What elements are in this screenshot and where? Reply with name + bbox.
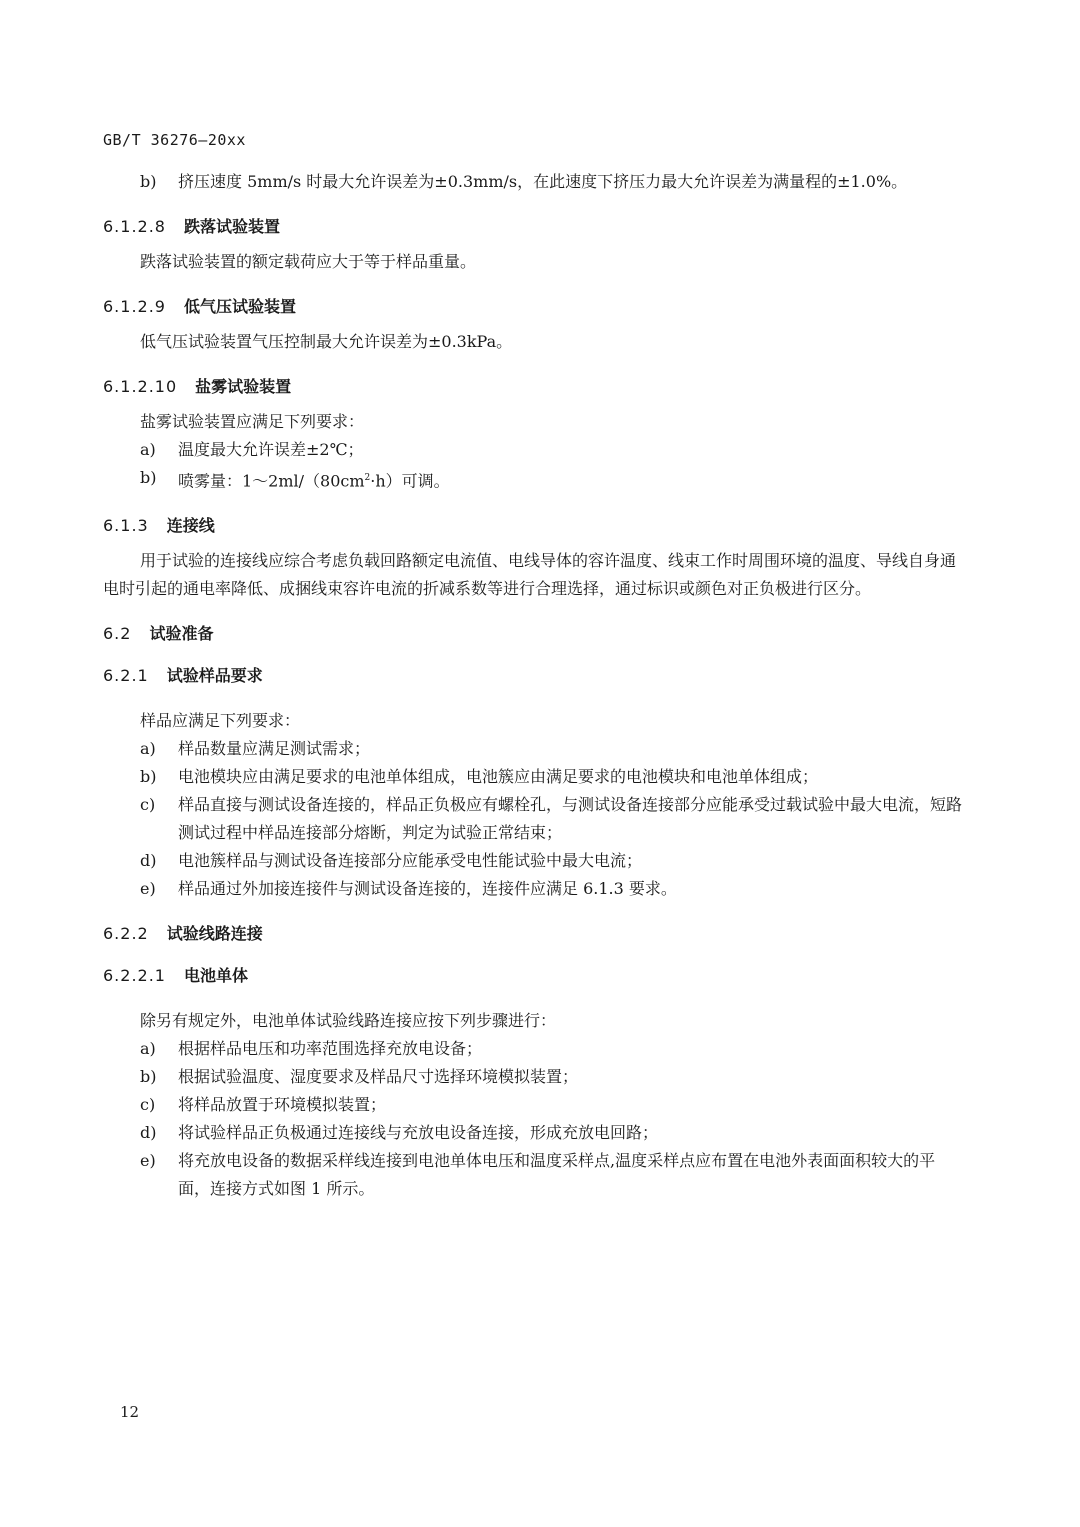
section-number: 6.1.3 [103,516,149,536]
section-heading-6-2 [103,613,963,655]
section-number: 6.2 [103,624,132,644]
section-title: 低气压试验装置 [183,297,296,316]
list-text: 根据样品电压和功率范围选择充放电设备； [178,1039,483,1059]
section-heading-6-1-3 [103,505,963,547]
section-heading-6-1-2-8 [103,206,963,248]
list-marker: b) [140,172,157,191]
list-item [103,791,963,847]
list-item [103,436,963,464]
list-marker: e) [140,879,156,899]
page-content [103,168,963,1203]
list-marker: b) [140,767,157,787]
list-text: 将充放电设备的数据采样线连接到电池单体电压和温度采样点,温度采样点应布置在电池外表面面积较大的平面，连接方式如图 1 所示。 [178,1151,936,1199]
list-text: 将试验样品正负极通过连接线与充放电设备连接，形成充放电回路； [178,1123,659,1143]
section-title: 试验线路连接 [166,924,263,944]
list-item [103,1091,963,1119]
list-marker: a) [140,440,156,459]
section-number: 6.2.1 [103,666,149,686]
section-number: 6.2.2.1 [103,966,166,986]
list-item [103,1119,963,1147]
section-heading-6-2-2-1 [103,955,963,997]
list-item [103,735,963,763]
list-text: 样品直接与测试设备连接的，样品正负极应有螺栓孔，与测试设备连接部分应能承受过载试验中最大电流，短路测试过程中样品连接部分熔断，判定为试验正常结束； [178,795,963,843]
section-heading-6-1-2-10 [103,366,963,408]
paragraph: 除另有规定外，电池单体试验线路连接应按下列步骤进行： [140,1011,557,1031]
list-text: 挤压速度 5mm/s 时最大允许误差为±0.3mm/s，在此速度下挤压力最大允许误差为满量程的±1.0%。 [178,172,908,191]
section-heading-6-1-2-9 [103,286,963,328]
list-text: 样品通过外加接连接件与测试设备连接的，连接件应满足 6.1.3 要求。 [178,879,677,899]
list-item [103,1147,963,1203]
list-text: 电池簇样品与测试设备连接部分应能承受电性能试验中最大电流； [178,851,643,871]
list-item [103,464,963,495]
list-marker: a) [140,1039,156,1059]
paragraph: 用于试验的连接线应综合考虑负载回路额定电流值、电线导体的容许温度、线束工作时周围环境的温度、导线自身通电时引起的通电率降低、成捆线束容许电流的折减系数等进行合理选择，通过标识或颜色对正负极进行区分。 [103,551,957,599]
list-item [103,1063,963,1091]
page-number: 12 [120,1403,140,1421]
section-title: 跌落试验装置 [183,217,280,236]
list-marker: c) [140,795,156,815]
paragraph: 盐雾试验装置应满足下列要求： [140,412,365,431]
list-item [103,875,963,903]
list-item [103,847,963,875]
section-number: 6.1.2.8 [103,217,166,236]
list-item [103,1035,963,1063]
list-text: 将样品放置于环境模拟装置； [178,1095,387,1115]
list-text: 温度最大允许误差±2℃； [178,440,364,459]
list-marker: c) [140,1095,156,1115]
section-title: 连接线 [166,516,215,536]
section-title: 试验样品要求 [166,666,263,686]
paragraph: 低气压试验装置气压控制最大允许误差为±0.3kPa。 [140,332,513,351]
list-text: 根据试验温度、湿度要求及样品尺寸选择环境模拟装置； [178,1067,579,1087]
list-item [103,763,963,791]
list-marker: d) [140,851,157,871]
paragraph: 跌落试验装置的额定载荷应大于等于样品重量。 [140,252,477,271]
list-text: 样品数量应满足测试需求； [178,739,371,759]
list-text: 电池模块应由满足要求的电池单体组成，电池簇应由满足要求的电池模块和电池单体组成； [178,767,819,787]
paragraph: 样品应满足下列要求： [140,711,301,731]
section-number: 6.2.2 [103,924,149,944]
section-title: 试验准备 [149,624,214,644]
section-heading-6-2-2 [103,913,963,955]
section-title: 盐雾试验装置 [195,377,292,396]
list-marker: d) [140,1123,157,1143]
section-number: 6.1.2.9 [103,297,166,316]
list-text: 喷雾量：$1\sim 2ml/(80cm^2\cdot h)$可调。 [178,471,450,491]
list-marker: b) [140,468,157,487]
section-heading-6-2-1 [103,655,963,697]
list-marker: a) [140,739,156,759]
list-marker: b) [140,1067,157,1087]
standard-code-header: GB/T 36276—20xx [103,131,246,149]
section-number: 6.1.2.10 [103,377,178,396]
list-item [103,168,963,196]
list-marker: e) [140,1151,156,1171]
section-title: 电池单体 [183,966,248,986]
